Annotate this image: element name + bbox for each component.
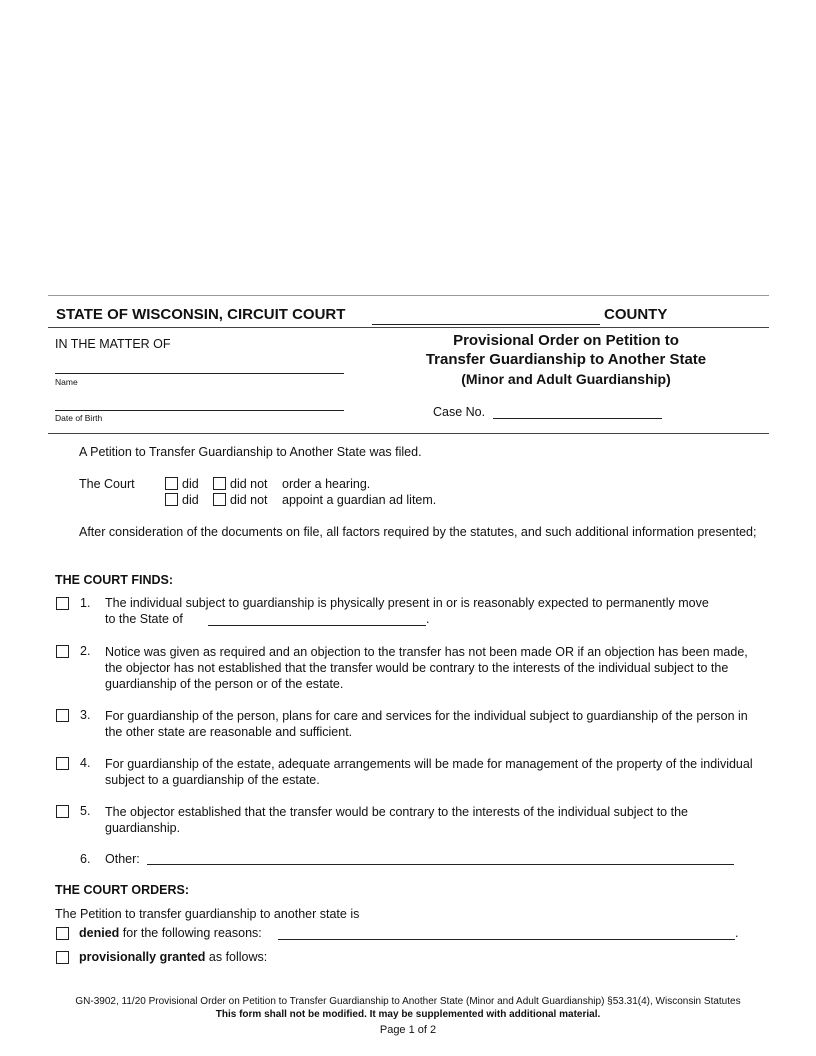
footer-page-number: Page 1 of 2 [379,1024,437,1036]
denied-label: denied [79,926,120,940]
finding-5-checkbox[interactable] [56,805,69,818]
dob-field[interactable] [55,410,344,411]
court-orders-heading: THE COURT ORDERS: [55,883,190,897]
granted-checkbox[interactable] [56,951,69,964]
matter-of-label: IN THE MATTER OF [55,337,171,351]
gal-did-not-checkbox[interactable] [213,493,226,506]
finding-5-text: The objector established that the transfer would be contrary to the interests of the individual subject to the guardianship. [105,805,688,835]
finding-5-number: 5. [80,804,91,818]
granted-follows-label: as follows: [208,950,268,964]
finding-3-text: For guardianship of the person, plans for care and services for the individual subject to guardianship of the person in the other state are reasonable and sufficient. [105,709,748,739]
finding-4-text: For guardianship of the estate, adequate arrangements will be made for management of the property of the individual subject to a guardianship of the estate. [105,757,753,787]
finding-1-period: . [426,612,430,626]
finding-2-text: Notice was given as required and an objection to the transfer has not been made OR if an objection has been made, the objector has not established that the transfer would be contrary to the interests of the individual subject to the guardianship of the person or of the estate. [105,645,748,691]
finding-1-state-label: to the State of [105,612,183,626]
dob-label: Date of Birth [55,413,103,423]
petition-is-text: The Petition to transfer guardianship to another state is [55,907,360,921]
gal-did-label: did [182,493,199,507]
name-label: Name [55,377,78,387]
form-title-line1: Provisional Order on Petition to [453,332,679,349]
finding-1-checkbox[interactable] [56,597,69,610]
denied-text [79,926,262,940]
denied-reasons-label: for the following reasons: [122,926,262,940]
hearing-did-checkbox[interactable] [165,477,178,490]
finding-4-number: 4. [80,756,91,770]
county-field[interactable] [372,324,600,325]
granted-text [79,950,267,964]
finding-6-label: Other: [105,852,140,866]
court-finds-heading: THE COURT FINDS: [55,573,174,587]
other-field[interactable] [147,864,734,865]
finding-2-checkbox[interactable] [56,645,69,658]
footer-notice: This form shall not be modified. It may be supplemented with additional material. [215,1009,601,1020]
finding-1-text: The individual subject to guardianship is physically present in or is reasonably expected to permanently move [105,596,709,610]
denied-reasons-field[interactable] [278,939,735,940]
hearing-did-not-label: did not [230,477,268,491]
footer-form-id: GN-3902, 11/20 Provisional Order on Petition to Transfer Guardianship to Another State (Minor and Adult Guardianship) §53.31(4), Wisconsin Statutes [75,996,741,1007]
finding-3-checkbox[interactable] [56,709,69,722]
top-rule [48,295,769,296]
gal-did-not-label: did not [230,493,268,507]
case-no-field[interactable] [493,418,662,419]
finding-3-number: 3. [80,708,91,722]
form-title-line3: (Minor and Adult Guardianship) [461,371,671,387]
denied-checkbox[interactable] [56,927,69,940]
county-label: COUNTY [604,306,668,323]
denied-period: . [735,926,739,940]
petition-filed-text: A Petition to Transfer Guardianship to Another State was filed. [79,445,422,459]
finding-6-number: 6. [80,852,91,866]
caption-rule [48,433,769,434]
finding-4-checkbox[interactable] [56,757,69,770]
consideration-text: After consideration of the documents on file, all factors required by the statutes, and such additional information presented; [79,525,757,539]
state-of-field[interactable] [208,625,426,626]
state-court-label: STATE OF WISCONSIN, CIRCUIT COURT [56,306,346,323]
case-no-label: Case No. [433,405,486,419]
gal-did-checkbox[interactable] [165,493,178,506]
granted-label: provisionally granted [79,950,206,964]
appoint-gal-text: appoint a guardian ad litem. [282,493,437,507]
finding-2-number: 2. [80,644,91,658]
finding-1-number: 1. [80,596,91,610]
form-title-line2: Transfer Guardianship to Another State [425,351,707,368]
header-rule [48,327,769,328]
hearing-did-not-checkbox[interactable] [213,477,226,490]
the-court-label: The Court [79,477,135,491]
name-field[interactable] [55,373,344,374]
order-hearing-text: order a hearing. [282,477,371,491]
hearing-did-label: did [182,477,199,491]
